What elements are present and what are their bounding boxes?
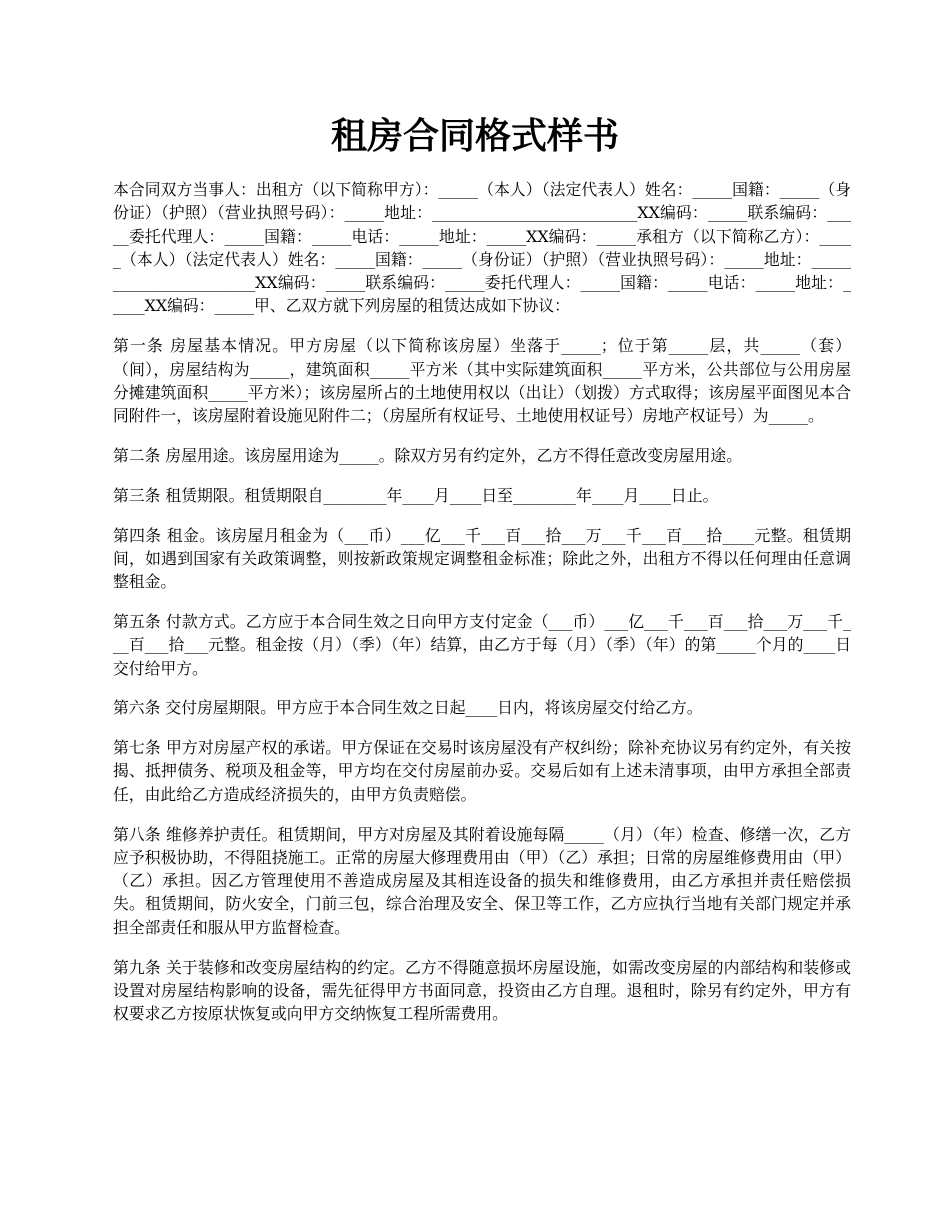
paragraph-article-7: 第七条 甲方对房屋产权的承诺。甲方保证在交易时该房屋没有产权纠纷；除补充协议另有约定外，有关按揭、抵押债务、税项及租金等，甲方均在交付房屋前办妥。交易后如有上述未清事项，由甲方承担全部责任，由此给乙方造成经济损失的，由甲方负责赔偿。 — [113, 738, 851, 804]
paragraph-article-9: 第九条 关于装修和改变房屋结构的约定。乙方不得随意损坏房屋设施，如需改变房屋的内部结构和装修或设置对房屋结构影响的设备，需先征得甲方书面同意，投资由乙方自理。退租时，除另有约定外，甲方有权要求乙方按原状恢复或向甲方交纳恢复工程所需费用。 — [113, 957, 851, 1024]
paragraph-article-8: 第八条 维修养护责任。租赁期间，甲方对房屋及其附着设施每隔_____（月）（年）检查、修缮一次，乙方应予积极协助，不得阻挠施工。正常的房屋大修理费用由（甲）（乙）承担；日常的房屋维修费用由（甲）（乙）承担。因乙方管理使用不善造成房屋及其相连设备的损失和维修费用，由乙方承担并责任赔偿损失。租赁期间，防火安全，门前三包，综合治理及安全、保卫等工作，乙方应执行当地有关部门规定并承担全部责任和服从甲方监督检查。 — [113, 824, 851, 937]
document-title: 租房合同格式样书 — [330, 115, 619, 157]
paragraph-article-5: 第五条 付款方式。乙方应于本合同生效之日向甲方支付定金（___币）___亿___千___百___拾___万___千___百___拾___元整。租金按（月）（季）（年）结算，由乙方于每（月）（季）（年）的第_____个月的____日交付给甲方。 — [113, 611, 851, 678]
paragraph-article-1: 第一条 房屋基本情况。甲方房屋（以下简称该房屋）坐落于_____；位于第_____层，共_____（套）（间），房屋结构为_____，建筑面积_____平方米（其中实际建筑面积_____平方米，公共部位与公用房屋分摊建筑面积_____平方米）；该房屋所占的土地使用权以（出让）（划拨）方式取得；该房屋平面图见本合同附件一，该房屋附着设施见附件二；（房屋所有权证号、土地使用权证号）房地产权证号）为_____。 — [113, 336, 851, 426]
paragraph-article-2: 第二条 房屋用途。该房屋用途为_____。除双方另有约定外，乙方不得任意改变房屋用途。 — [113, 445, 742, 465]
paragraph-article-4: 第四条 租金。该房屋月租金为（___币）___亿___千___百___拾___万___千___百___拾____元整。租赁期间，如遇到国家有关政策调整，则按新政策规定调整租金标准；除此之外，出租方不得以任何理由任意调整租金。 — [113, 525, 851, 592]
paragraph-parties: 本合同双方当事人：出租方（以下简称甲方）：_____（本人）（法定代表人）姓名：_____国籍：_____（身份证）（护照）（营业执照号码）：_____地址：__________________________XX编码：_____联系编码：_____委托代理人：_____国籍：_____电话：_____地址：_____XX编码：_____承租方（以下简称乙方）：_____（本人）（法定代表人）姓名：_____国籍：_____（身份证）（护照）（营业执照号码）：_____地址：_______________________XX编码：_____联系编码：_____委托代理人：_____国籍：_____电话：_____地址：_____XX编码：_____甲、乙双方就下列房屋的租赁达成如下协议： — [113, 180, 851, 316]
paragraph-article-3: 第三条 租赁期限。租赁期限自________年____月____日至________年____月____日止。 — [113, 485, 719, 505]
document-body — [113, 178, 851, 1042]
paragraph-article-6: 第六条 交付房屋期限。甲方应于本合同生效之日起____日内，将该房屋交付给乙方。 — [113, 698, 703, 718]
